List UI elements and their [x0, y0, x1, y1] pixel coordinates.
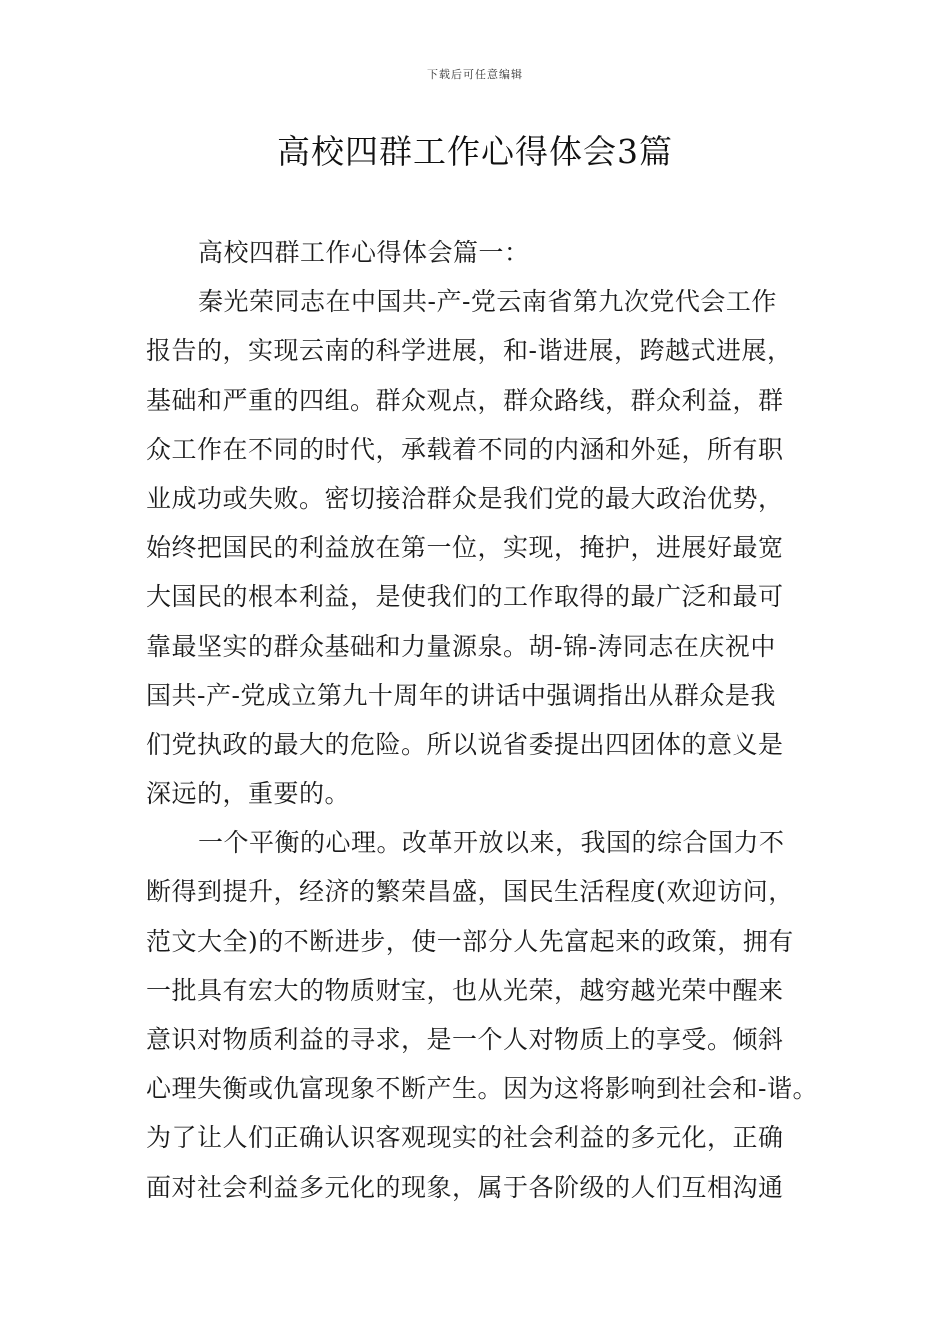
- body-line: 断得到提升，经济的繁荣昌盛，国民生活程度(欢迎访问，: [146, 877, 794, 907]
- body-line: 众工作在不同的时代，承载着不同的内涵和外延，所有职: [146, 434, 784, 464]
- body-line: 一个平衡的心理。改革开放以来，我国的综合国力不: [198, 828, 785, 858]
- body-line: 为了让人们正确认识客观现实的社会利益的多元化，正确: [146, 1123, 784, 1153]
- body-line: 靠最坚实的群众基础和力量源泉。胡-锦-涛同志在庆祝中: [146, 631, 776, 661]
- document-body: [146, 228, 816, 1212]
- body-line: 意识对物质利益的寻求，是一个人对物质上的享受。倾斜: [146, 1025, 784, 1054]
- body-line: 业成功或失败。密切接洽群众是我们党的最大政治优势，: [146, 483, 784, 513]
- body-line: 国共-产-党成立第九十周年的讲话中强调指出从群众是我: [146, 680, 776, 710]
- body-line: 报告的，实现云南的科学进展，和-谐进展，跨越式进展，: [146, 336, 793, 366]
- header-note: 下载后可任意编辑: [427, 68, 523, 81]
- body-line: 大国民的根本利益，是使我们的工作取得的最广泛和最可: [146, 582, 784, 612]
- body-line: 们党执政的最大的危险。所以说省委提出四团体的意义是: [146, 729, 784, 759]
- body-line: 基础和严重的四组。群众观点，群众路线，群众利益，群: [146, 385, 784, 415]
- body-line: 范文大全)的不断进步，使一部分人先富起来的政策，拥有: [146, 926, 794, 956]
- body-line: 心理失衡或仇富现象不断产生。因为这将影响到社会和-谐。: [146, 1074, 818, 1104]
- document-title: 高校四群工作心得体会3篇: [277, 132, 673, 171]
- body-line: 高校四群工作心得体会篇一：: [198, 238, 530, 267]
- body-line: 一批具有宏大的物质财宝，也从光荣，越穷越光荣中醒来: [146, 975, 784, 1005]
- body-line: 深远的，重要的。: [146, 779, 351, 809]
- body-line: 面对社会利益多元化的现象，属于各阶级的人们互相沟通: [146, 1172, 784, 1202]
- body-line: 始终把国民的利益放在第一位，实现，掩护，进展好最宽: [146, 533, 784, 563]
- body-line: 秦光荣同志在中国共-产-党云南省第九次党代会工作: [198, 287, 777, 317]
